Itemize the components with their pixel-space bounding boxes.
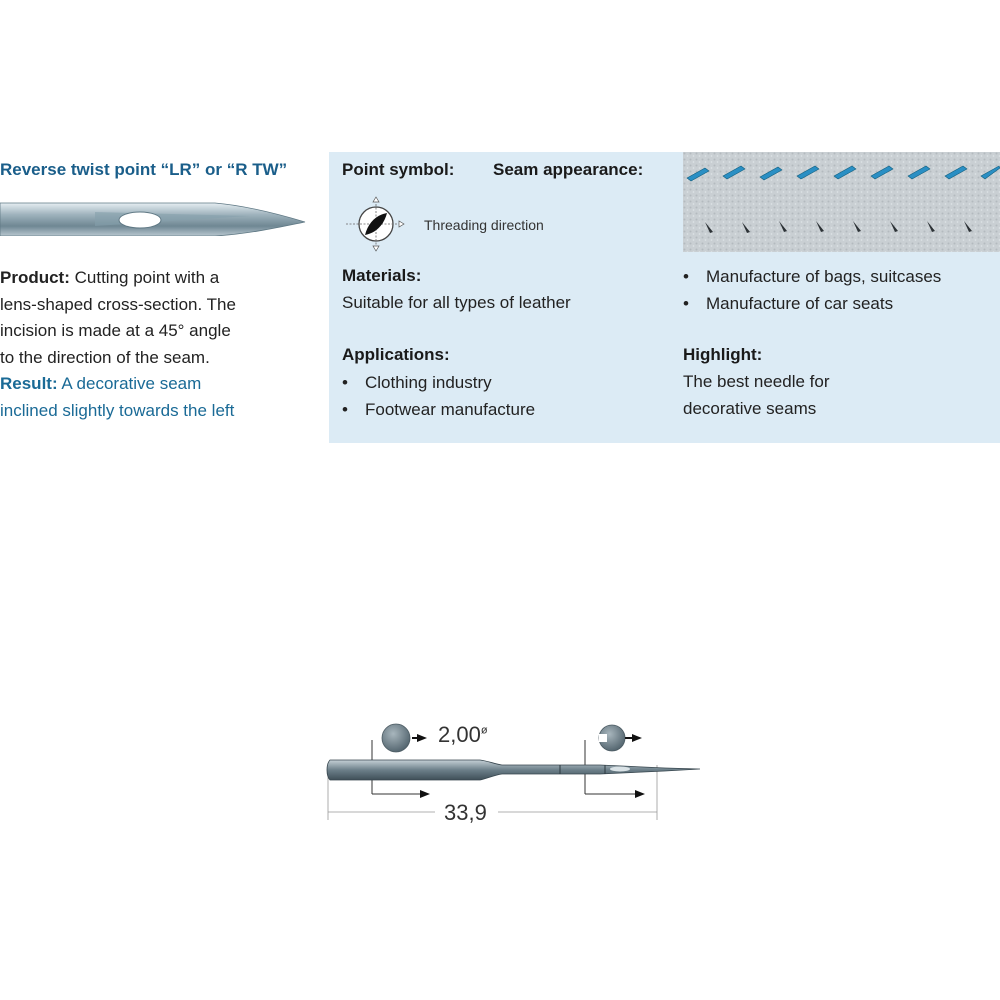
result-line-2: inclined slightly towards the left	[0, 400, 235, 420]
applications-list	[342, 369, 535, 423]
materials-text: Suitable for all types of leather	[342, 293, 571, 312]
result-label: Result:	[0, 374, 58, 393]
needle-tip-illustration	[0, 196, 310, 236]
product-description	[0, 265, 320, 424]
result-line-1: A decorative seam	[61, 374, 202, 393]
seam-appearance-image	[683, 152, 1000, 252]
point-symbol-icon	[346, 193, 406, 255]
highlight-line-1: The best needle for	[683, 372, 830, 391]
section-title: Reverse twist point “LR” or “R TW”	[0, 160, 288, 179]
diameter-value: 2,00	[438, 722, 481, 747]
product-line-1: Cutting point with a	[74, 268, 220, 287]
threading-direction-label: Threading direction	[424, 217, 544, 233]
highlight-text	[683, 369, 829, 422]
applications-label: Applications:	[342, 345, 450, 364]
needle-dimension-diagram	[320, 710, 710, 830]
product-line-2: lens-shaped cross-section. The	[0, 294, 236, 314]
list-item: • Clothing industry	[342, 369, 535, 396]
materials-label: Materials:	[342, 266, 422, 285]
highlight-line-2: decorative seams	[683, 398, 817, 418]
list-item: • Manufacture of car seats	[683, 290, 941, 317]
more-applications-list	[683, 263, 941, 317]
diameter-label	[438, 722, 488, 748]
highlight-label: Highlight:	[683, 345, 763, 364]
point-symbol-label: Point symbol:	[342, 160, 455, 179]
diameter-symbol: ø	[480, 724, 488, 737]
length-label: 33,9	[441, 800, 490, 826]
seam-appearance-label: Seam appearance:	[493, 160, 644, 179]
product-line-4: to the direction of the seam.	[0, 347, 210, 367]
product-label: Product:	[0, 268, 70, 287]
list-item: • Footwear manufacture	[342, 396, 535, 423]
list-item: • Manufacture of bags, suitcases	[683, 263, 941, 290]
product-line-3: incision is made at a 45° angle	[0, 321, 231, 340]
